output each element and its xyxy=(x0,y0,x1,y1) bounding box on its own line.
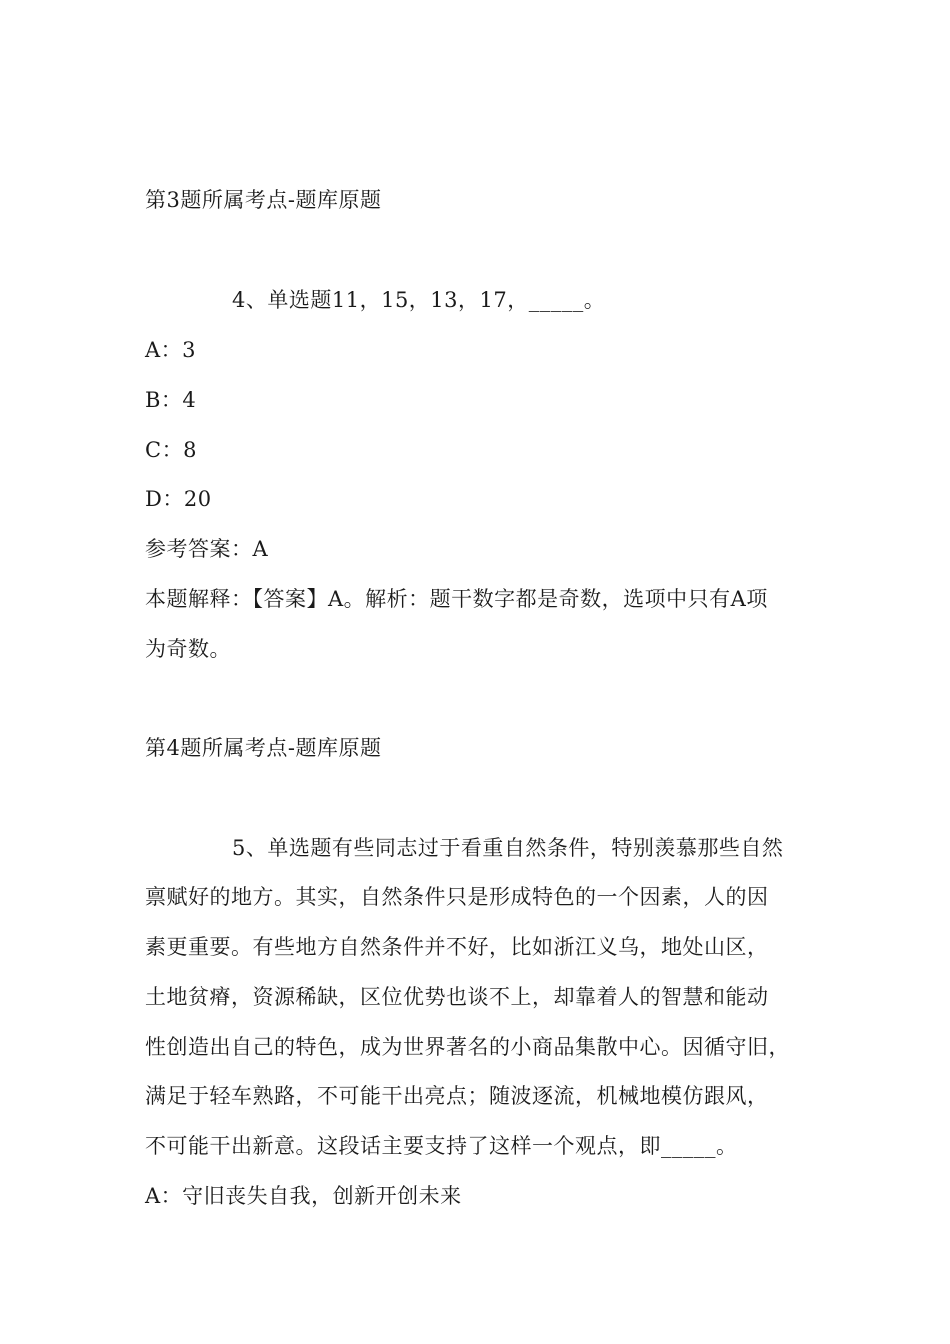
question-4-explanation-line: 为奇数。 xyxy=(145,637,231,661)
question-5-option-a: A：守旧丧失自我，创新开创未来 xyxy=(145,1184,462,1208)
question-5-stem-line: 不可能干出新意。这段话主要支持了这样一个观点，即_____。 xyxy=(145,1134,738,1158)
question-4-option-d: D：20 xyxy=(145,487,212,511)
section-4-heading: 第4题所属考点-题库原题 xyxy=(145,736,382,760)
question-4-explanation-line: 本题解释：【答案】A。解析：题干数字都是奇数，选项中只有A项 xyxy=(145,587,768,611)
question-4-answer: 参考答案：A xyxy=(145,537,269,561)
section-3-heading: 第3题所属考点-题库原题 xyxy=(145,188,382,212)
question-5-stem-line: 满足于轻车熟路，不可能干出亮点；随波逐流，机械地模仿跟风， xyxy=(145,1084,769,1108)
question-5-stem-line: 5、单选题有些同志过于看重自然条件，特别羡慕那些自然 xyxy=(232,836,784,860)
question-5-stem-line: 性创造出自己的特色，成为世界著名的小商品集散中心。因循守旧， xyxy=(145,1035,790,1059)
question-5-stem-line: 土地贫瘠，资源稀缺，区位优势也谈不上，却靠着人的智慧和能动 xyxy=(145,985,769,1009)
question-4-option-a: A：3 xyxy=(145,338,197,362)
question-4-option-b: B：4 xyxy=(145,388,197,412)
question-4-stem: 4、单选题11，15，13，17，_____。 xyxy=(232,288,606,312)
question-4-option-c: C：8 xyxy=(145,438,197,462)
question-5-stem-line: 禀赋好的地方。其实，自然条件只是形成特色的一个因素，人的因 xyxy=(145,885,769,909)
question-5-stem-line: 素更重要。有些地方自然条件并不好，比如浙江义乌，地处山区， xyxy=(145,935,769,959)
